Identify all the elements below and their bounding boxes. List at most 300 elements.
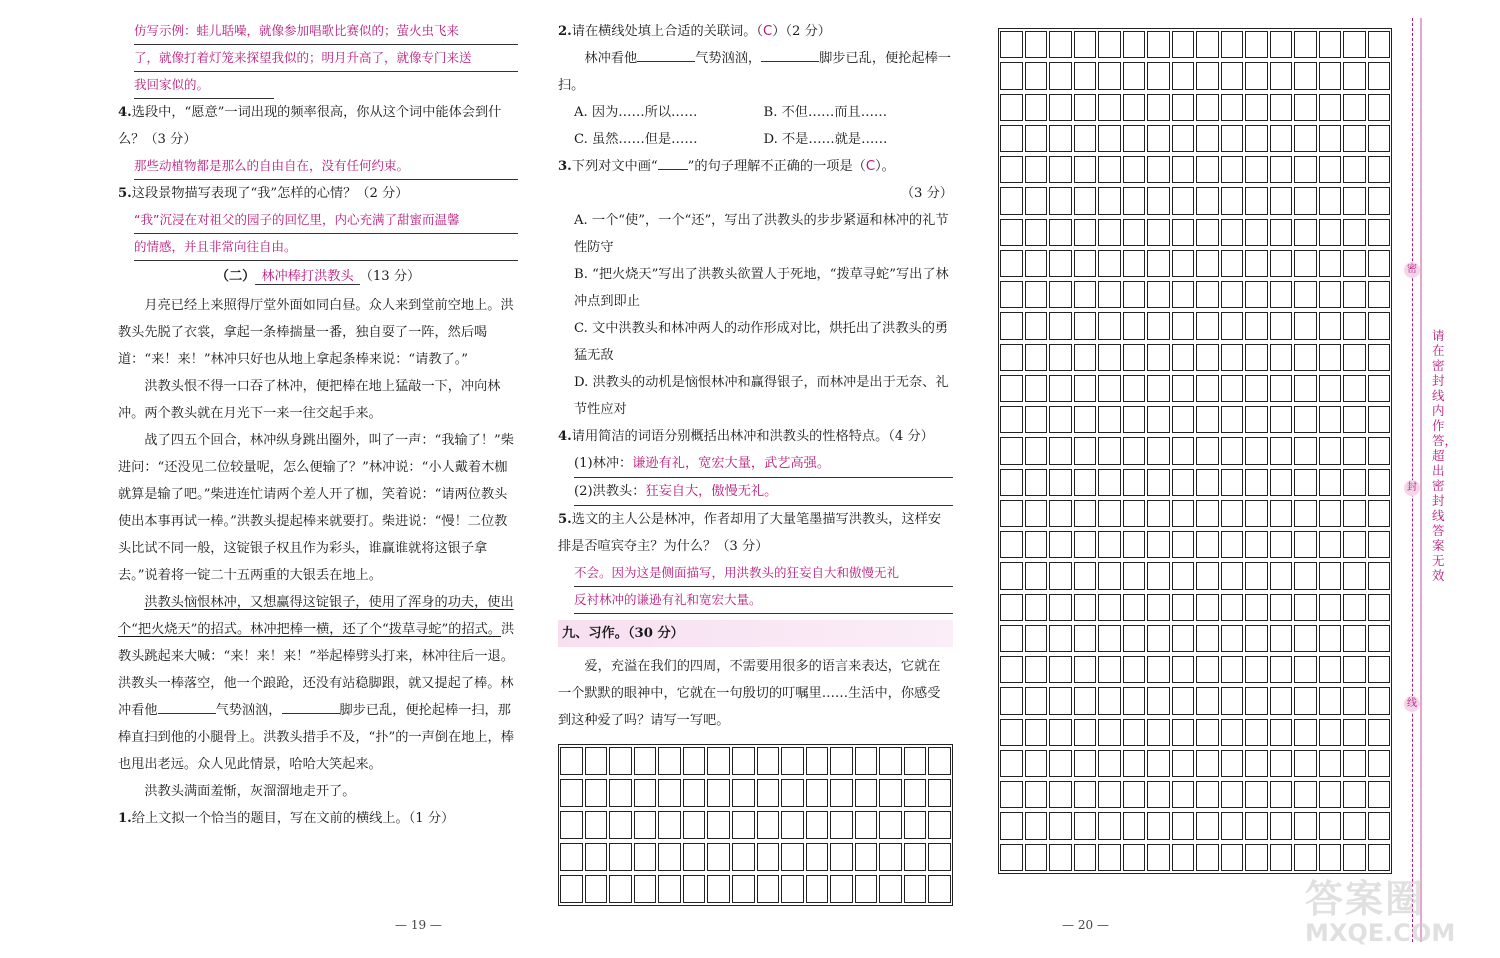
grid-cell[interactable] [1025,375,1048,402]
grid-cell[interactable] [1098,781,1121,808]
grid-cell[interactable] [1245,94,1268,121]
grid-cell[interactable] [1319,656,1342,683]
grid-cell[interactable] [1147,312,1170,339]
grid-cell[interactable] [1319,781,1342,808]
grid-cell[interactable] [1245,719,1268,746]
grid-cell[interactable] [707,811,730,839]
grid-cell[interactable] [1098,469,1121,496]
grid-cell[interactable] [1294,750,1317,777]
grid-cell[interactable] [1098,844,1121,871]
grid-cell[interactable] [1343,812,1366,839]
grid-cell[interactable] [1025,750,1048,777]
grid-cell[interactable] [1270,312,1293,339]
grid-cell[interactable] [1049,187,1072,214]
grid-cell[interactable] [1221,781,1244,808]
grid-cell[interactable] [1270,750,1293,777]
grid-cell[interactable] [1319,187,1342,214]
grid-cell[interactable] [1245,469,1268,496]
grid-cell[interactable] [1025,594,1048,621]
grid-cell[interactable] [1294,812,1317,839]
grid-cell[interactable] [1123,687,1146,714]
grid-cell[interactable] [1074,594,1097,621]
grid-cell[interactable] [1000,94,1023,121]
grid-cell[interactable] [1172,844,1195,871]
grid-cell[interactable] [1123,250,1146,277]
grid-cell[interactable] [1343,844,1366,871]
grid-cell[interactable] [1343,687,1366,714]
grid-cell[interactable] [1025,94,1048,121]
grid-cell[interactable] [1147,844,1170,871]
grid-cell[interactable] [1025,531,1048,558]
grid-cell[interactable] [1049,812,1072,839]
grid-cell[interactable] [1172,187,1195,214]
grid-cell[interactable] [757,843,780,871]
grid-cell[interactable] [1147,31,1170,58]
grid-cell[interactable] [1319,94,1342,121]
grid-cell[interactable] [1074,156,1097,183]
grid-cell[interactable] [1319,812,1342,839]
grid-cell[interactable] [585,811,608,839]
grid-cell[interactable] [1098,219,1121,246]
grid-cell[interactable] [1319,469,1342,496]
grid-cell[interactable] [1074,375,1097,402]
grid-cell[interactable] [1368,562,1391,589]
grid-cell[interactable] [1123,31,1146,58]
grid-cell[interactable] [1319,62,1342,89]
grid-cell[interactable] [757,779,780,807]
grid-cell[interactable] [1025,656,1048,683]
grid-cell[interactable] [855,843,878,871]
grid-cell[interactable] [1025,437,1048,464]
grid-cell[interactable] [1098,250,1121,277]
grid-cell[interactable] [806,843,829,871]
grid-cell[interactable] [1000,406,1023,433]
grid-cell[interactable] [879,779,902,807]
grid-cell[interactable] [1025,344,1048,371]
grid-cell[interactable] [1343,750,1366,777]
grid-cell[interactable] [1368,531,1391,558]
grid-cell[interactable] [1270,812,1293,839]
grid-cell[interactable] [1294,125,1317,152]
grid-cell[interactable] [1025,625,1048,652]
grid-cell[interactable] [1221,500,1244,527]
grid-cell[interactable] [1172,156,1195,183]
grid-cell[interactable] [1147,719,1170,746]
grid-cell[interactable] [1098,406,1121,433]
grid-cell[interactable] [1245,375,1268,402]
grid-cell[interactable] [1172,687,1195,714]
grid-cell[interactable] [1172,625,1195,652]
grid-cell[interactable] [1368,750,1391,777]
grid-cell[interactable] [1368,625,1391,652]
grid-cell[interactable] [1000,500,1023,527]
grid-cell[interactable] [1074,812,1097,839]
grid-cell[interactable] [1000,250,1023,277]
grid-cell[interactable] [1123,344,1146,371]
grid-cell[interactable] [1074,406,1097,433]
grid-cell[interactable] [658,875,681,903]
grid-cell[interactable] [928,747,951,775]
grid-cell[interactable] [1147,625,1170,652]
grid-cell[interactable] [1221,156,1244,183]
grid-cell[interactable] [879,747,902,775]
grid-cell[interactable] [830,811,853,839]
grid-cell[interactable] [1245,156,1268,183]
grid-cell[interactable] [683,779,706,807]
grid-cell[interactable] [1000,844,1023,871]
grid-cell[interactable] [1343,94,1366,121]
grid-cell[interactable] [585,875,608,903]
grid-cell[interactable] [1147,500,1170,527]
grid-cell[interactable] [658,811,681,839]
grid-cell[interactable] [1074,719,1097,746]
grid-cell[interactable] [1147,375,1170,402]
grid-cell[interactable] [1270,781,1293,808]
grid-cell[interactable] [1294,531,1317,558]
grid-cell[interactable] [1098,719,1121,746]
grid-cell[interactable] [1196,562,1219,589]
grid-cell[interactable] [658,843,681,871]
grid-cell[interactable] [830,875,853,903]
grid-cell[interactable] [1221,656,1244,683]
grid-cell[interactable] [1098,156,1121,183]
grid-cell[interactable] [1000,719,1023,746]
grid-cell[interactable] [1343,656,1366,683]
grid-cell[interactable] [1196,687,1219,714]
grid-cell[interactable] [658,747,681,775]
grid-cell[interactable] [1025,250,1048,277]
grid-cell[interactable] [1123,750,1146,777]
grid-cell[interactable] [1049,62,1072,89]
grid-cell[interactable] [1147,344,1170,371]
grid-cell[interactable] [1270,250,1293,277]
grid-cell[interactable] [1343,281,1366,308]
grid-cell[interactable] [1294,406,1317,433]
grid-cell[interactable] [1172,406,1195,433]
grid-cell[interactable] [1196,844,1219,871]
grid-cell[interactable] [1172,281,1195,308]
grid-cell[interactable] [1368,187,1391,214]
grid-cell[interactable] [1074,31,1097,58]
grid-cell[interactable] [1270,94,1293,121]
grid-cell[interactable] [1147,94,1170,121]
grid-cell[interactable] [1368,437,1391,464]
grid-cell[interactable] [1196,406,1219,433]
grid-cell[interactable] [855,875,878,903]
grid-cell[interactable] [1172,344,1195,371]
grid-cell[interactable] [1000,562,1023,589]
grid-cell[interactable] [1270,62,1293,89]
grid-cell[interactable] [1343,312,1366,339]
grid-cell[interactable] [830,843,853,871]
grid-cell[interactable] [1245,406,1268,433]
grid-cell[interactable] [1098,812,1121,839]
grid-cell[interactable] [1098,687,1121,714]
grid-cell[interactable] [1196,125,1219,152]
grid-cell[interactable] [1294,687,1317,714]
grid-cell[interactable] [1221,406,1244,433]
grid-cell[interactable] [1196,250,1219,277]
grid-cell[interactable] [1147,406,1170,433]
grid-cell[interactable] [904,875,927,903]
grid-cell[interactable] [781,811,804,839]
grid-cell[interactable] [1319,719,1342,746]
grid-cell[interactable] [1245,812,1268,839]
grid-cell[interactable] [1294,375,1317,402]
grid-cell[interactable] [1049,156,1072,183]
grid-cell[interactable] [1245,250,1268,277]
grid-cell[interactable] [1368,281,1391,308]
grid-cell[interactable] [1025,281,1048,308]
grid-cell[interactable] [1294,62,1317,89]
grid-cell[interactable] [1343,156,1366,183]
grid-cell[interactable] [1000,156,1023,183]
grid-cell[interactable] [1245,125,1268,152]
grid-cell[interactable] [904,811,927,839]
grid-cell[interactable] [1368,31,1391,58]
grid-cell[interactable] [1196,437,1219,464]
grid-cell[interactable] [1074,687,1097,714]
grid-cell[interactable] [1049,781,1072,808]
grid-cell[interactable] [879,875,902,903]
grid-cell[interactable] [928,843,951,871]
grid-cell[interactable] [1049,250,1072,277]
grid-cell[interactable] [1098,750,1121,777]
grid-cell[interactable] [1294,656,1317,683]
grid-cell[interactable] [1368,812,1391,839]
grid-cell[interactable] [1343,62,1366,89]
grid-cell[interactable] [1000,125,1023,152]
grid-cell[interactable] [1147,187,1170,214]
grid-cell[interactable] [1172,656,1195,683]
writing-grid[interactable] [558,744,953,906]
grid-cell[interactable] [757,811,780,839]
grid-cell[interactable] [1221,437,1244,464]
grid-cell[interactable] [1123,437,1146,464]
grid-cell[interactable] [1049,531,1072,558]
grid-cell[interactable] [1319,437,1342,464]
grid-cell[interactable] [683,875,706,903]
grid-cell[interactable] [1196,750,1219,777]
grid-cell[interactable] [1343,31,1366,58]
grid-cell[interactable] [1172,500,1195,527]
grid-cell[interactable] [1147,812,1170,839]
grid-cell[interactable] [683,843,706,871]
grid-cell[interactable] [1245,281,1268,308]
grid-cell[interactable] [707,747,730,775]
grid-cell[interactable] [1147,62,1170,89]
grid-cell[interactable] [1221,344,1244,371]
grid-cell[interactable] [1319,31,1342,58]
grid-cell[interactable] [1270,562,1293,589]
grid-cell[interactable] [1368,375,1391,402]
grid-cell[interactable] [1049,312,1072,339]
grid-cell[interactable] [1221,844,1244,871]
grid-cell[interactable] [1196,219,1219,246]
grid-cell[interactable] [1368,500,1391,527]
grid-cell[interactable] [904,843,927,871]
grid-cell[interactable] [1172,594,1195,621]
grid-cell[interactable] [683,747,706,775]
grid-cell[interactable] [1368,781,1391,808]
grid-cell[interactable] [1049,125,1072,152]
grid-cell[interactable] [1221,594,1244,621]
grid-cell[interactable] [1123,500,1146,527]
grid-cell[interactable] [1074,281,1097,308]
grid-cell[interactable] [830,779,853,807]
grid-cell[interactable] [1025,500,1048,527]
grid-cell[interactable] [1074,781,1097,808]
grid-cell[interactable] [1196,781,1219,808]
grid-cell[interactable] [1221,625,1244,652]
grid-cell[interactable] [1000,594,1023,621]
grid-cell[interactable] [1000,219,1023,246]
grid-cell[interactable] [1123,656,1146,683]
grid-cell[interactable] [1098,531,1121,558]
grid-cell[interactable] [1123,125,1146,152]
grid-cell[interactable] [1000,469,1023,496]
grid-cell[interactable] [806,747,829,775]
grid-cell[interactable] [1025,469,1048,496]
grid-cell[interactable] [1049,219,1072,246]
grid-cell[interactable] [609,779,632,807]
grid-cell[interactable] [1074,62,1097,89]
grid-cell[interactable] [1245,312,1268,339]
grid-cell[interactable] [781,875,804,903]
grid-cell[interactable] [732,747,755,775]
grid-cell[interactable] [1025,687,1048,714]
grid-cell[interactable] [1270,31,1293,58]
grid-cell[interactable] [1221,812,1244,839]
grid-cell[interactable] [1368,125,1391,152]
grid-cell[interactable] [1098,594,1121,621]
grid-cell[interactable] [1025,406,1048,433]
grid-cell[interactable] [1049,656,1072,683]
grid-cell[interactable] [1000,62,1023,89]
grid-cell[interactable] [1000,781,1023,808]
grid-cell[interactable] [1049,406,1072,433]
grid-cell[interactable] [1000,437,1023,464]
grid-cell[interactable] [1368,719,1391,746]
grid-cell[interactable] [1172,812,1195,839]
grid-cell[interactable] [757,747,780,775]
grid-cell[interactable] [1294,250,1317,277]
grid-cell[interactable] [1049,625,1072,652]
grid-cell[interactable] [928,811,951,839]
grid-cell[interactable] [1049,94,1072,121]
grid-cell[interactable] [1049,719,1072,746]
grid-cell[interactable] [1270,687,1293,714]
grid-cell[interactable] [1000,281,1023,308]
grid-cell[interactable] [1025,812,1048,839]
grid-cell[interactable] [1294,437,1317,464]
grid-cell[interactable] [1221,750,1244,777]
grid-cell[interactable] [1196,594,1219,621]
grid-cell[interactable] [1294,156,1317,183]
grid-cell[interactable] [1245,625,1268,652]
grid-cell[interactable] [1196,812,1219,839]
grid-cell[interactable] [1123,719,1146,746]
grid-cell[interactable] [904,779,927,807]
grid-cell[interactable] [609,747,632,775]
grid-cell[interactable] [1294,594,1317,621]
grid-cell[interactable] [1025,781,1048,808]
grid-cell[interactable] [1245,31,1268,58]
grid-cell[interactable] [1074,750,1097,777]
grid-cell[interactable] [1074,844,1097,871]
grid-cell[interactable] [1270,125,1293,152]
grid-cell[interactable] [1270,594,1293,621]
grid-cell[interactable] [1221,281,1244,308]
grid-cell[interactable] [1294,719,1317,746]
grid-cell[interactable] [1368,594,1391,621]
grid-cell[interactable] [1098,500,1121,527]
grid-cell[interactable] [609,843,632,871]
grid-cell[interactable] [1000,750,1023,777]
grid-cell[interactable] [609,875,632,903]
grid-cell[interactable] [1270,719,1293,746]
grid-cell[interactable] [1123,625,1146,652]
grid-cell[interactable] [1319,250,1342,277]
grid-cell[interactable] [1049,31,1072,58]
grid-cell[interactable] [1172,375,1195,402]
grid-cell[interactable] [1049,375,1072,402]
grid-cell[interactable] [1343,625,1366,652]
grid-cell[interactable] [1049,437,1072,464]
grid-cell[interactable] [1074,187,1097,214]
grid-cell[interactable] [1074,219,1097,246]
grid-cell[interactable] [1098,625,1121,652]
grid-cell[interactable] [1098,125,1121,152]
grid-cell[interactable] [1294,625,1317,652]
grid-cell[interactable] [1000,531,1023,558]
grid-cell[interactable] [1270,844,1293,871]
grid-cell[interactable] [1343,719,1366,746]
grid-cell[interactable] [1294,781,1317,808]
grid-cell[interactable] [1172,125,1195,152]
grid-cell[interactable] [634,811,657,839]
grid-cell[interactable] [1049,281,1072,308]
grid-cell[interactable] [1343,344,1366,371]
grid-cell[interactable] [1074,94,1097,121]
grid-cell[interactable] [1270,500,1293,527]
grid-cell[interactable] [1123,531,1146,558]
grid-cell[interactable] [1074,344,1097,371]
grid-cell[interactable] [1245,531,1268,558]
grid-cell[interactable] [1343,469,1366,496]
grid-cell[interactable] [1074,531,1097,558]
grid-cell[interactable] [1221,62,1244,89]
grid-cell[interactable] [1147,750,1170,777]
grid-cell[interactable] [879,811,902,839]
grid-cell[interactable] [1025,562,1048,589]
grid-cell[interactable] [1074,312,1097,339]
grid-cell[interactable] [1319,625,1342,652]
grid-cell[interactable] [1294,312,1317,339]
grid-cell[interactable] [1270,469,1293,496]
grid-cell[interactable] [1074,125,1097,152]
grid-cell[interactable] [1343,187,1366,214]
grid-cell[interactable] [1343,500,1366,527]
grid-cell[interactable] [1123,406,1146,433]
grid-cell[interactable] [1319,406,1342,433]
grid-cell[interactable] [585,843,608,871]
grid-cell[interactable] [1147,125,1170,152]
grid-cell[interactable] [1343,406,1366,433]
grid-cell[interactable] [1147,687,1170,714]
grid-cell[interactable] [1245,437,1268,464]
grid-cell[interactable] [1172,312,1195,339]
